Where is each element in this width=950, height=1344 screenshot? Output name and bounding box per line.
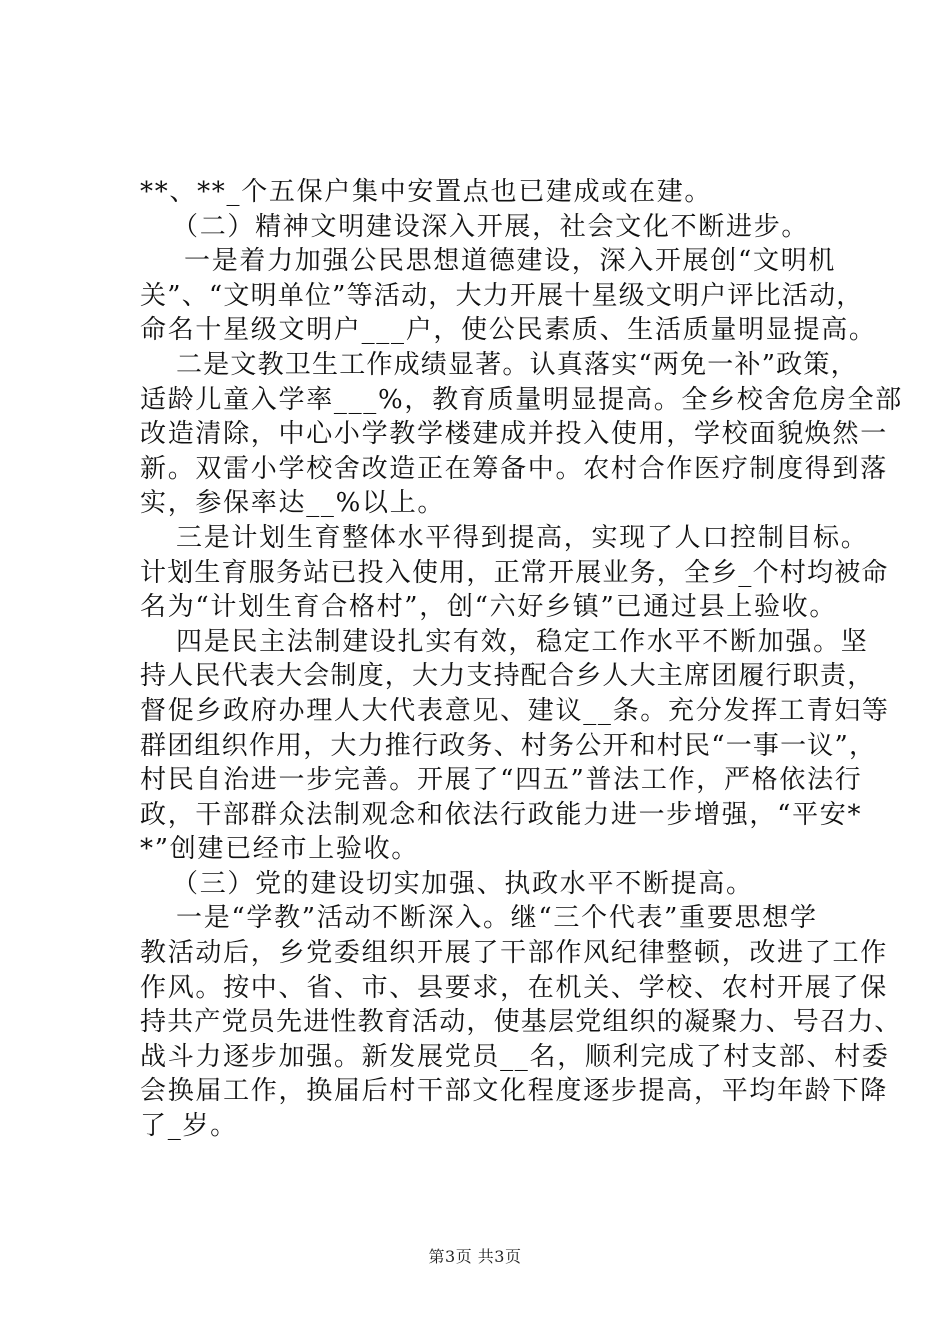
text-line: 作风。按中、省、市、县要求，在机关、学校、农村开展了保: [140, 972, 888, 1003]
section-heading: （三）党的建设切实加强、执政水平不断提高。: [172, 868, 754, 899]
text-line: 三是计划生育整体水平得到提高，实现了人口控制目标。: [176, 522, 869, 553]
text-line: 督促乡政府办理人大代表意见、建议__条。充分发挥工青妇等: [140, 695, 890, 726]
page-footer: 第3页 共3页: [428, 1247, 522, 1266]
text-line: 四是民主法制建设扎实有效，稳定工作水平不断加强。坚: [176, 626, 869, 657]
text-line: 改造清除，中心小学教学楼建成并投入使用，学校面貌焕然一: [140, 419, 888, 450]
document-body: [140, 175, 904, 1144]
text-line: 一是“学教”活动不断深入。继“三个代表”重要思想学: [176, 903, 818, 934]
text-line: 持人民代表大会制度，大力支持配合乡人大主席团履行职责，: [140, 661, 875, 692]
text-line: 一是着力加强公民思想道德建设，深入开展创“文明机: [184, 246, 837, 277]
text-line: 教活动后，乡党委组织开展了干部作风纪律整顿，改进了工作: [140, 938, 888, 969]
section-heading: （二）精神文明建设深入开展，社会文化不断进步。: [172, 211, 810, 242]
text-line: 命名十星级文明户___户，使公民素质、生活质量明显提高。: [140, 315, 877, 346]
text-line: 计划生育服务站已投入使用，正常开展业务，全乡_个村均被命: [140, 557, 889, 588]
text-line: **、**_个五保户集中安置点也已建成或在建。: [140, 177, 713, 207]
text-line: 实，参保率达__%以上。: [140, 488, 446, 519]
text-line: 新。双雷小学校舍改造正在筹备中。农村合作医疗制度得到落: [140, 453, 888, 484]
text-line: 持共产党员先进性教育活动，使基层党组织的凝聚力、号召力、: [140, 1007, 902, 1038]
text-line: 了_岁。: [140, 1111, 238, 1142]
text-line: *”创建已经市上验收。: [140, 834, 419, 865]
text-line: 二是文教卫生工作成绩显著。认真落实“两免一补”政策，: [176, 349, 858, 380]
text-line: 政，干部群众法制观念和依法行政能力进一步增强，“平安*: [140, 799, 863, 830]
text-line: 关”、“文明单位”等活动，大力开展十星级文明户评比活动，: [140, 280, 864, 311]
text-line: 群团组织作用，大力推行政务、村务公开和村民“一事一议”，: [140, 730, 877, 761]
text-line: 村民自治进一步完善。开展了“四五”普法工作，严格依法行: [140, 765, 863, 796]
text-line: 名为“计划生育合格村”，创“六好乡镇”已通过县上验收。: [140, 592, 838, 623]
text-line: 会换届工作，换届后村干部文化程度逐步提高，平均年龄下降: [140, 1076, 888, 1107]
text-line: 适龄儿童入学率___%，教育质量明显提高。全乡校舍危房全部: [140, 384, 904, 415]
text-line: 战斗力逐步加强。新发展党员__名，顺利完成了村支部、村委: [140, 1041, 890, 1072]
